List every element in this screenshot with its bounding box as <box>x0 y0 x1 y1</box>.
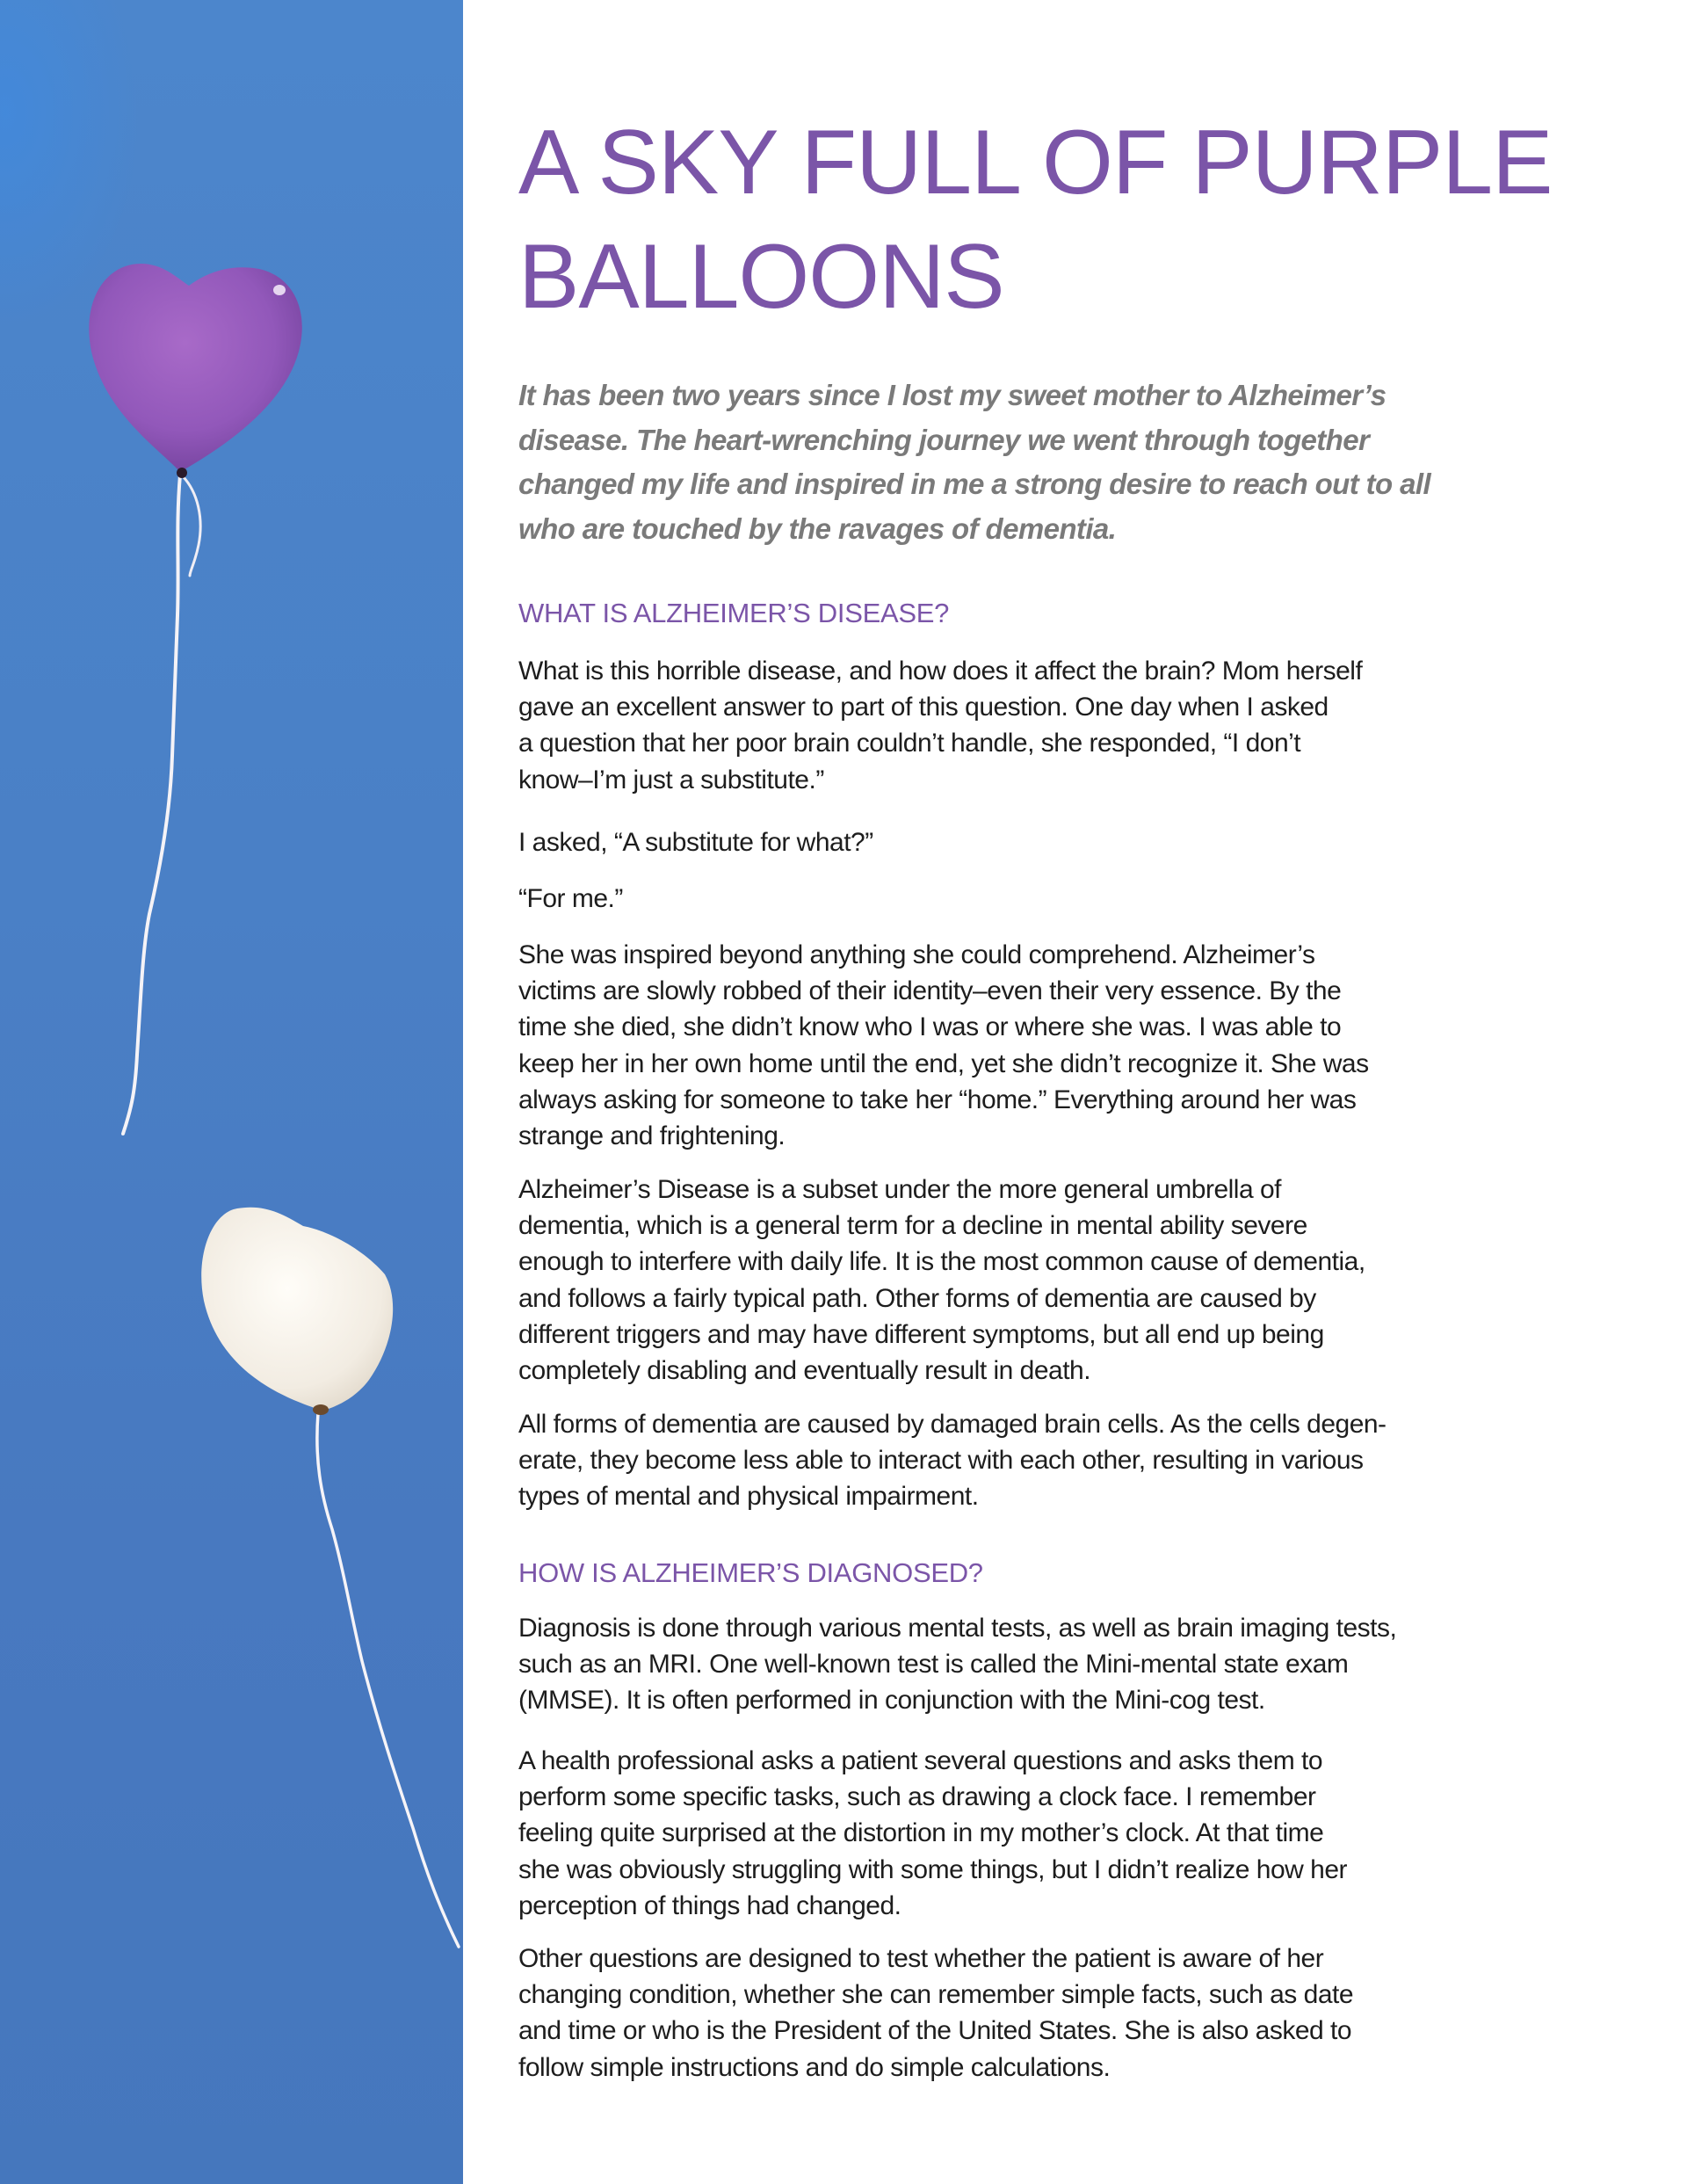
text-line: gave an excellent answer to part of this question. One day when I asked <box>518 693 1329 722</box>
text-line: “For me.” <box>518 884 623 913</box>
text-line: What is this horrible disease, and how does it affect the brain? Mom herself <box>518 657 1363 686</box>
text-line: dementia, which is a general term for a decline in mental ability severe <box>518 1211 1307 1241</box>
text-line: changing condition, whether she can remember simple facts, such as date <box>518 1980 1354 2010</box>
text-line: perception of things had changed. <box>518 1890 901 1920</box>
paragraph <box>518 937 1599 1154</box>
text-line: victims are slowly robbed of their identity–even their very essence. By the <box>518 976 1342 1006</box>
article-title <box>518 105 1608 334</box>
text-line: and follows a fairly typical path. Other forms of dementia are caused by <box>518 1283 1316 1313</box>
text-line: keep her in her own home until the end, yet she didn’t recognize it. She was <box>518 1048 1369 1078</box>
white-heart-balloon <box>201 1208 393 1411</box>
article-intro <box>518 374 1608 551</box>
intro-line: changed my life and inspired in me a strong desire to reach out to all <box>518 468 1431 500</box>
text-line: perform some specific tasks, such as drawing a clock face. I remember <box>518 1782 1316 1812</box>
purple-heart-balloon <box>89 264 301 472</box>
text-line: She was inspired beyond anything she could comprehend. Alzheimer’s <box>518 940 1315 969</box>
text-line: time she died, she didn’t know who I was or where she was. I was able to <box>518 1012 1342 1042</box>
white-balloon-string <box>317 1413 459 1947</box>
text-line: strange and frightening. <box>518 1121 786 1151</box>
paragraph <box>518 653 1599 798</box>
intro-line: who are touched by the ravages of dementia. <box>518 512 1117 545</box>
text-line: Diagnosis is done through various mental tests, as well as brain imaging tests, <box>518 1614 1397 1643</box>
section-heading: WHAT IS ALZHEIMER’S DISEASE? <box>518 598 950 628</box>
text-line: A health professional asks a patient several questions and asks them to <box>518 1746 1323 1775</box>
text-line: she was obviously struggling with some things, but I didn’t realize how her <box>518 1854 1348 1884</box>
intro-line: disease. The heart-wrenching journey we went through together <box>518 423 1370 456</box>
text-line: completely disabling and eventually result in death. <box>518 1356 1091 1386</box>
text-line: and time or who is the President of the United States. She is also asked to <box>518 2016 1352 2046</box>
text-line: Other questions are designed to test whether the patient is aware of her <box>518 1944 1324 1973</box>
text-line: All forms of dementia are caused by damaged brain cells. As the cells degen- <box>518 1410 1387 1439</box>
section-heading: HOW IS ALZHEIMER’S DIAGNOSED? <box>518 1557 983 1588</box>
paragraph <box>518 824 1599 860</box>
text-line: such as an MRI. One well-known test is called the Mini-mental state exam <box>518 1650 1349 1680</box>
purple-balloon-string-loop <box>183 476 200 576</box>
paragraph <box>518 881 1599 917</box>
text-line: different triggers and may have different symptoms, but all end up being <box>518 1319 1324 1349</box>
balloon-photo <box>0 0 463 2184</box>
text-line: erate, they become less able to interact with each other, resulting in various <box>518 1446 1364 1476</box>
text-line: follow simple instructions and do simple calculations. <box>518 2052 1111 2082</box>
text-line: enough to interfere with daily life. It is the most common cause of dementia, <box>518 1247 1365 1277</box>
text-line: Alzheimer’s Disease is a subset under the more general umbrella of <box>518 1175 1282 1204</box>
paragraph <box>518 1743 1599 1924</box>
text-line: types of mental and physical impairment. <box>518 1482 979 1512</box>
text-line: feeling quite surprised at the distortion in my mother’s clock. At that time <box>518 1818 1324 1848</box>
paragraph <box>518 1941 1599 2086</box>
text-line: (MMSE). It is often performed in conjunction with the Mini-cog test. <box>518 1686 1265 1716</box>
balloons-illustration <box>0 0 463 2184</box>
purple-balloon-string <box>123 475 180 1134</box>
text-line: I asked, “A substitute for what?” <box>518 828 873 857</box>
paragraph <box>518 1172 1599 1389</box>
title-line: A SKY FULL OF PURPLE <box>518 112 1553 214</box>
text-line: a question that her poor brain couldn’t handle, she responded, “I don’t <box>518 729 1301 758</box>
text-line: know–I’m just a substitute.” <box>518 765 824 795</box>
intro-line: It has been two years since I lost my sweet mother to Alzheimer’s <box>518 379 1387 411</box>
title-line: BALLOONS <box>518 226 1004 328</box>
paragraph <box>518 1610 1599 1719</box>
paragraph <box>518 1406 1599 1515</box>
text-line: always asking for someone to take her “home.” Everything around her was <box>518 1085 1357 1114</box>
